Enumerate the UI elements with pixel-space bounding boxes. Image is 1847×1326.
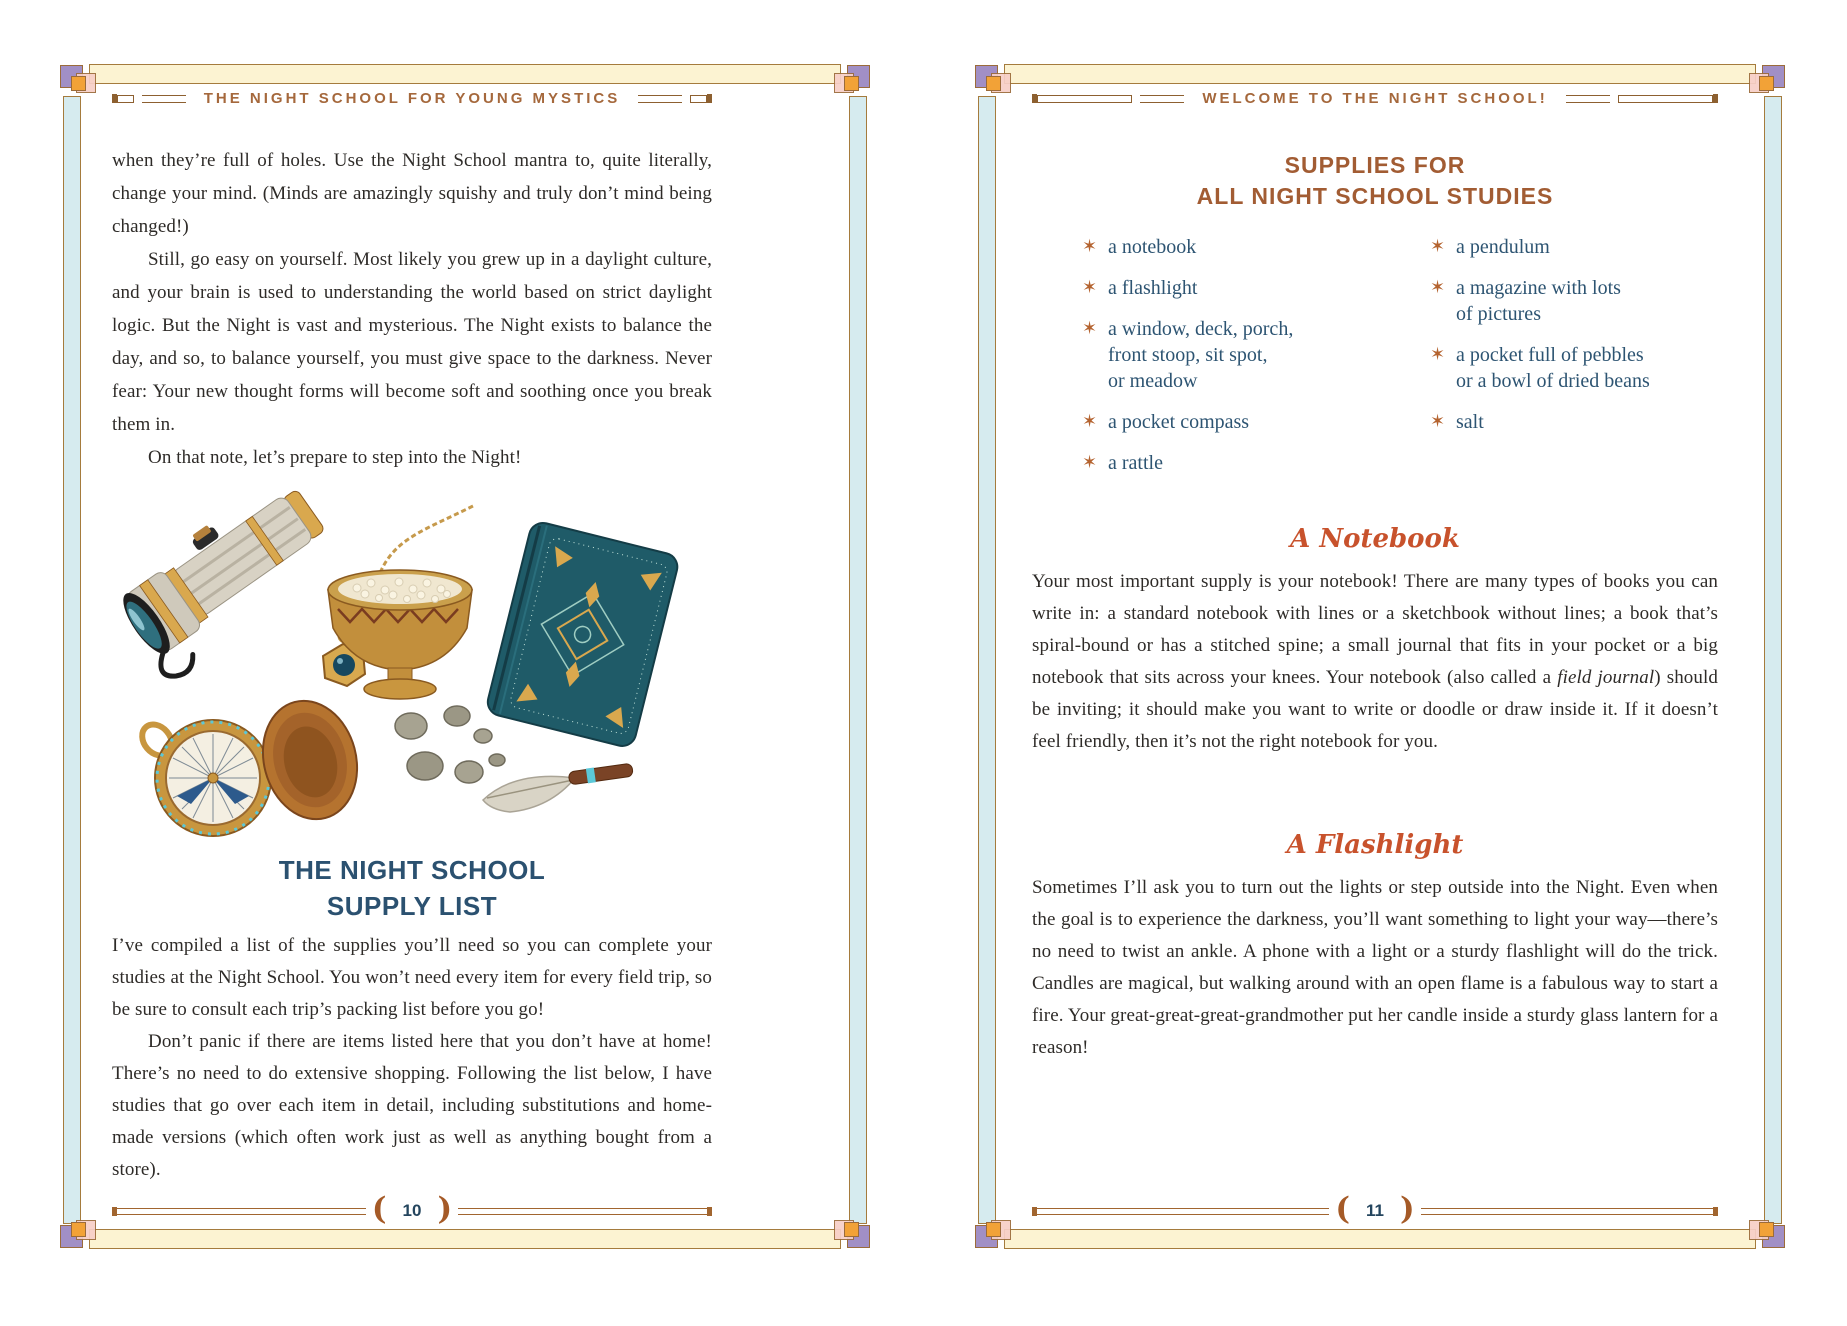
supply-item-line: a window, deck, porch, — [1108, 318, 1294, 340]
rule-line — [1037, 1208, 1329, 1215]
frame-band-top — [89, 64, 841, 84]
supply-list-item — [1082, 234, 1412, 260]
section-body — [1032, 566, 1718, 758]
star-bullet-icon: ✶ — [1430, 277, 1446, 298]
section-text: Your most important supply is your notebook! There are many types of books you can write in: a standard notebook with lines or a sketchbook without lines; a book that’s spiral-bound or has a stitched spine; a small journal that fits in your pocket or a big notebook that sits across your knees. Your notebook (also called a — [1032, 571, 1718, 688]
rule-line — [1618, 95, 1713, 103]
running-head-title: THE NIGHT SCHOOL FOR YOUNG MYSTICS — [203, 90, 621, 107]
crescent-close-icon: ) — [1400, 1191, 1415, 1227]
section-title: A Flashlight — [1286, 830, 1464, 860]
rule-line — [142, 95, 186, 103]
heading-line: SUPPLY LIST — [326, 891, 498, 921]
book-illustration — [485, 520, 680, 749]
star-bullet-icon: ✶ — [1082, 411, 1098, 432]
supply-list-item — [1430, 409, 1718, 435]
supply-list-item — [1430, 234, 1718, 260]
supply-item-line: a magazine with lots — [1456, 277, 1621, 299]
section-title: A Notebook — [1290, 524, 1460, 554]
corner-ornament — [57, 1209, 101, 1253]
supply-list-item — [1430, 275, 1718, 327]
star-bullet-icon: ✶ — [1082, 452, 1098, 473]
corner-ornament — [1744, 60, 1788, 104]
star-bullet-icon: ✶ — [1082, 277, 1098, 298]
pebbles-illustration — [395, 706, 505, 783]
quill-illustration — [483, 762, 633, 812]
rule-cap — [707, 94, 712, 103]
crescent-open-icon: ( — [371, 1191, 387, 1227]
supply-item-line: a flashlight — [1108, 277, 1198, 299]
page-footer — [112, 1191, 712, 1227]
frame-band-bottom — [1004, 1229, 1756, 1249]
flashlight-illustration — [108, 478, 346, 683]
supply-list-column-left — [1082, 234, 1412, 491]
section-text-italic: field journal — [1557, 667, 1655, 688]
supply-item-line: a pocket full of pebbles — [1456, 344, 1644, 366]
frame-band-right — [1764, 96, 1782, 1224]
body-paragraph: Still, go easy on yourself. Most likely you grew up in a daylight culture, and your brain is used to understanding the world based on strict daylight logic. But the Night is vast and mysterious. The Night exists to balance the day, and so, to balance yourself, you must give space to the darkness. Never fear: Your new thought forms will become soft and soothing once you break them in. — [112, 249, 712, 435]
supply-item-line: front stoop, sit spot, — [1108, 344, 1268, 366]
supply-list-heading — [112, 852, 712, 924]
star-bullet-icon: ✶ — [1430, 344, 1446, 365]
frame-band-bottom — [89, 1229, 841, 1249]
running-head-title: WELCOME TO THE NIGHT SCHOOL! — [1202, 90, 1548, 107]
rule-line — [1037, 95, 1132, 103]
supply-list-item — [1082, 450, 1412, 476]
corner-ornament — [972, 60, 1016, 104]
heading-line: ALL NIGHT SCHOOL STUDIES — [1196, 183, 1554, 209]
heading-line: SUPPLIES FOR — [1284, 152, 1466, 178]
page-number: 10 — [402, 1201, 422, 1220]
body-text-block — [112, 930, 712, 1186]
section-text: Sometimes I’ll ask you to turn out the lights or step outside into the Night. Even when the goal is to experience the darkness, you’ll want something to light your way—there’s no need to twist an ankle. A phone with a light or a sturdy flashlight will do the trick. Candles are magical, but walking around with an open flame is a fabulous way to start a fire. Your great-great-great-grandmother put her candle inside a sturdy glass lantern for a reason! — [1032, 877, 1718, 1058]
supply-list-column-right — [1430, 234, 1718, 450]
body-text-block — [112, 144, 712, 474]
supply-item-line: a rattle — [1108, 452, 1163, 474]
rule-line — [458, 1208, 707, 1215]
supply-list-item — [1082, 316, 1412, 394]
body-paragraph: On that note, let’s prepare to step into the Night! — [148, 447, 522, 468]
supply-list-item — [1082, 409, 1412, 435]
rule-cap — [1713, 94, 1718, 103]
page-number: 11 — [1366, 1201, 1384, 1220]
corner-ornament — [57, 60, 101, 104]
crescent-open-icon: ( — [1335, 1191, 1351, 1227]
running-head — [1032, 90, 1718, 107]
supply-list-item — [1082, 275, 1412, 301]
dish-illustration — [250, 690, 370, 830]
frame-band-left — [978, 96, 996, 1224]
compass-illustration — [136, 719, 271, 836]
rule-line — [638, 95, 682, 103]
running-head — [112, 90, 712, 107]
corner-ornament — [972, 1209, 1016, 1253]
crescent-close-icon: ) — [437, 1191, 453, 1227]
supply-item-line: or a bowl of dried beans — [1456, 370, 1650, 392]
corner-ornament — [829, 1209, 873, 1253]
frame-band-top — [1004, 64, 1756, 84]
body-paragraph: I’ve compiled a list of the supplies you’ll need so you can complete your studies at the Night School. You won’t need every item for every field trip, so be sure to consult each trip’s packing list before you go! — [112, 935, 712, 1020]
section-text: ) should be inviting; it should make you want to write or doodle or draw inside it. If it doesn’t feel friendly, then it’s not the right notebook for you. — [1032, 667, 1718, 752]
frame-band-right — [849, 96, 867, 1224]
supply-item-line: a pocket compass — [1108, 411, 1250, 433]
supplies-heading — [1032, 150, 1718, 212]
star-bullet-icon: ✶ — [1082, 318, 1098, 339]
corner-ornament — [1744, 1209, 1788, 1253]
rule-line — [117, 95, 134, 103]
corner-ornament — [829, 60, 873, 104]
frame-band-left — [63, 96, 81, 1224]
star-bullet-icon: ✶ — [1430, 236, 1446, 257]
page-footer — [1032, 1191, 1718, 1227]
rule-line — [117, 1208, 366, 1215]
supply-item-line: a notebook — [1108, 236, 1197, 258]
supply-list-item — [1430, 342, 1718, 394]
supply-list — [1032, 234, 1718, 514]
body-paragraph: when they’re full of holes. Use the Night School mantra to, quite literally, change your mind. (Minds are amazingly squishy and truly don’t mind being changed!) — [112, 150, 712, 237]
rule-line — [1140, 95, 1184, 103]
rule-cap — [1713, 1207, 1718, 1216]
supplies-illustration — [95, 478, 723, 846]
page-right — [970, 58, 1790, 1255]
supply-item-line: a pendulum — [1456, 236, 1550, 258]
rule-line — [1566, 95, 1610, 103]
body-paragraph: Don’t panic if there are items listed here that you don’t have at home! There’s no need to do extensive shopping. Following the list below, I have studies that go over each item in detail, including substitutions and home-made versions (which often work just as well as anything bought from a store). — [112, 1031, 712, 1180]
supply-item-line: of pictures — [1456, 303, 1541, 325]
supply-item-line: salt — [1456, 411, 1484, 433]
rule-line — [690, 95, 707, 103]
rule-line — [1421, 1208, 1713, 1215]
star-bullet-icon: ✶ — [1082, 236, 1098, 257]
heading-line: THE NIGHT SCHOOL — [278, 855, 546, 885]
page-left — [55, 58, 875, 1255]
star-bullet-icon: ✶ — [1430, 411, 1446, 432]
supply-item-line: or meadow — [1108, 370, 1198, 392]
section-body — [1032, 872, 1718, 1064]
rule-cap — [707, 1207, 712, 1216]
